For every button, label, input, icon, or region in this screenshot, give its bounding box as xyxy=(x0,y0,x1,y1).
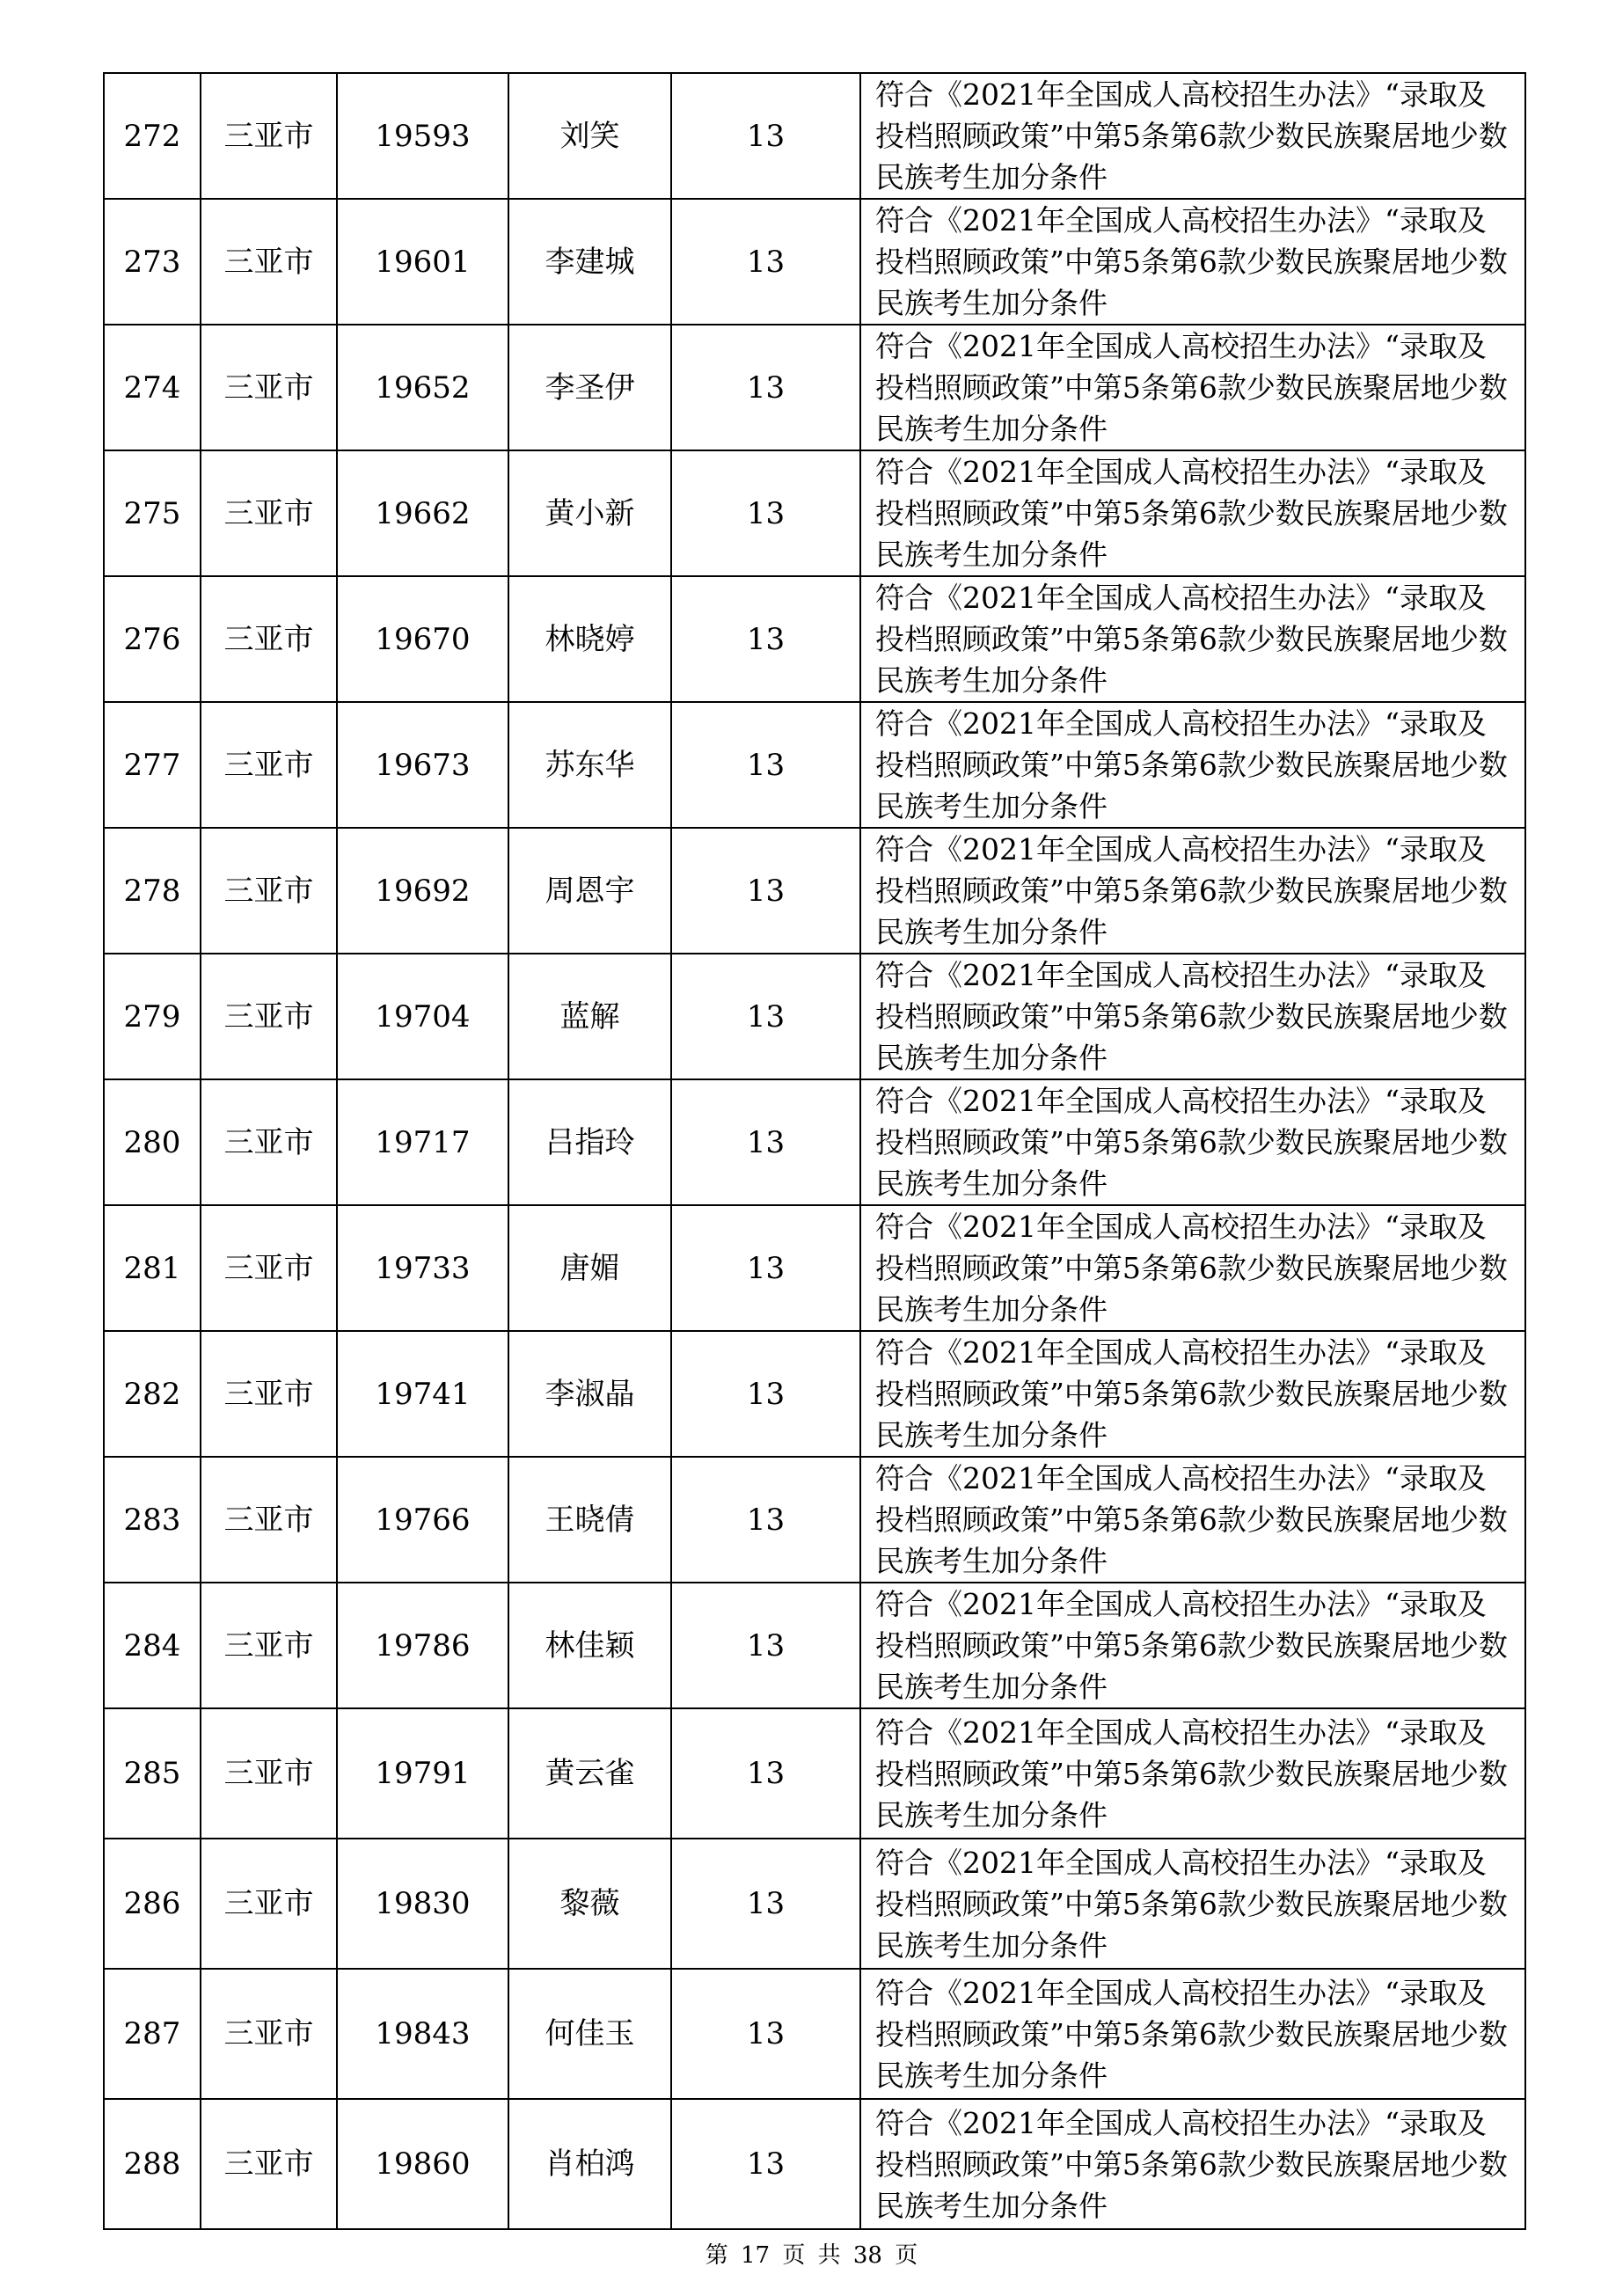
exam-id-cell: 19652 xyxy=(337,325,508,450)
name-cell: 林晓婷 xyxy=(508,576,671,702)
row-number: 287 xyxy=(104,1969,201,2099)
policy-note-cell: 符合《2021年全国成人高校招生办法》“录取及投档照顾政策”中第5条第6款少数民族聚居地少数民族考生加分条件 xyxy=(860,954,1525,1079)
bonus-points-cell: 13 xyxy=(671,1583,860,1708)
table-row xyxy=(104,73,1525,199)
bonus-points-cell: 13 xyxy=(671,73,860,199)
policy-note-cell: 符合《2021年全国成人高校招生办法》“录取及投档照顾政策”中第5条第6款少数民族聚居地少数民族考生加分条件 xyxy=(860,702,1525,828)
exam-id-cell: 19670 xyxy=(337,576,508,702)
name-cell: 李淑晶 xyxy=(508,1331,671,1457)
exam-id-cell: 19717 xyxy=(337,1079,508,1205)
bonus-points-cell: 13 xyxy=(671,325,860,450)
bonus-points-cell: 13 xyxy=(671,1708,860,1839)
row-number: 275 xyxy=(104,450,201,576)
page-footer xyxy=(0,2241,1623,2270)
city-cell: 三亚市 xyxy=(201,1205,337,1331)
row-number: 284 xyxy=(104,1583,201,1708)
row-number: 273 xyxy=(104,199,201,325)
row-number: 279 xyxy=(104,954,201,1079)
policy-note-cell: 符合《2021年全国成人高校招生办法》“录取及投档照顾政策”中第5条第6款少数民族聚居地少数民族考生加分条件 xyxy=(860,2099,1525,2229)
city-cell: 三亚市 xyxy=(201,954,337,1079)
table-row xyxy=(104,1583,1525,1708)
exam-id-cell: 19593 xyxy=(337,73,508,199)
name-cell: 蓝解 xyxy=(508,954,671,1079)
bonus-points-cell: 13 xyxy=(671,1969,860,2099)
city-cell: 三亚市 xyxy=(201,702,337,828)
row-number: 288 xyxy=(104,2099,201,2229)
table-row xyxy=(104,325,1525,450)
bonus-points-cell: 13 xyxy=(671,954,860,1079)
name-cell: 王晓倩 xyxy=(508,1457,671,1583)
table-row xyxy=(104,450,1525,576)
policy-note-cell: 符合《2021年全国成人高校招生办法》“录取及投档照顾政策”中第5条第6款少数民族聚居地少数民族考生加分条件 xyxy=(860,1205,1525,1331)
exam-id-cell: 19843 xyxy=(337,1969,508,2099)
bonus-points-cell: 13 xyxy=(671,702,860,828)
name-cell: 吕指玲 xyxy=(508,1079,671,1205)
city-cell: 三亚市 xyxy=(201,2099,337,2229)
city-cell: 三亚市 xyxy=(201,1839,337,1969)
exam-id-cell: 19830 xyxy=(337,1839,508,1969)
exam-id-cell: 19741 xyxy=(337,1331,508,1457)
bonus-points-cell: 13 xyxy=(671,2099,860,2229)
row-number: 282 xyxy=(104,1331,201,1457)
table-body xyxy=(104,73,1525,2229)
city-cell: 三亚市 xyxy=(201,828,337,954)
name-cell: 肖柏鸿 xyxy=(508,2099,671,2229)
table-row xyxy=(104,1969,1525,2099)
bonus-points-cell: 13 xyxy=(671,450,860,576)
name-cell: 李建城 xyxy=(508,199,671,325)
city-cell: 三亚市 xyxy=(201,1457,337,1583)
name-cell: 林佳颖 xyxy=(508,1583,671,1708)
name-cell: 何佳玉 xyxy=(508,1969,671,2099)
exam-id-cell: 19733 xyxy=(337,1205,508,1331)
city-cell: 三亚市 xyxy=(201,1969,337,2099)
bonus-points-cell: 13 xyxy=(671,199,860,325)
exam-id-cell: 19786 xyxy=(337,1583,508,1708)
city-cell: 三亚市 xyxy=(201,199,337,325)
name-cell: 黄小新 xyxy=(508,450,671,576)
bonus-points-cell: 13 xyxy=(671,1205,860,1331)
name-cell: 苏东华 xyxy=(508,702,671,828)
exam-id-cell: 19791 xyxy=(337,1708,508,1839)
city-cell: 三亚市 xyxy=(201,1331,337,1457)
city-cell: 三亚市 xyxy=(201,325,337,450)
exam-id-cell: 19766 xyxy=(337,1457,508,1583)
table-row xyxy=(104,1839,1525,1969)
city-cell: 三亚市 xyxy=(201,1708,337,1839)
table-row xyxy=(104,1205,1525,1331)
row-number: 286 xyxy=(104,1839,201,1969)
name-cell: 黎薇 xyxy=(508,1839,671,1969)
row-number: 277 xyxy=(104,702,201,828)
city-cell: 三亚市 xyxy=(201,73,337,199)
city-cell: 三亚市 xyxy=(201,1079,337,1205)
bonus-points-cell: 13 xyxy=(671,1079,860,1205)
bonus-points-cell: 13 xyxy=(671,1839,860,1969)
bonus-points-cell: 13 xyxy=(671,1457,860,1583)
bonus-points-cell: 13 xyxy=(671,576,860,702)
bonus-points-cell: 13 xyxy=(671,828,860,954)
policy-note-cell: 符合《2021年全国成人高校招生办法》“录取及投档照顾政策”中第5条第6款少数民族聚居地少数民族考生加分条件 xyxy=(860,1839,1525,1969)
table-row xyxy=(104,1079,1525,1205)
exam-id-cell: 19662 xyxy=(337,450,508,576)
table-row xyxy=(104,1457,1525,1583)
row-number: 281 xyxy=(104,1205,201,1331)
exam-id-cell: 19860 xyxy=(337,2099,508,2229)
policy-note-cell: 符合《2021年全国成人高校招生办法》“录取及投档照顾政策”中第5条第6款少数民族聚居地少数民族考生加分条件 xyxy=(860,828,1525,954)
table-row xyxy=(104,828,1525,954)
name-cell: 周恩宇 xyxy=(508,828,671,954)
exam-id-cell: 19601 xyxy=(337,199,508,325)
candidate-bonus-table xyxy=(103,72,1526,2230)
policy-note-cell: 符合《2021年全国成人高校招生办法》“录取及投档照顾政策”中第5条第6款少数民族聚居地少数民族考生加分条件 xyxy=(860,1708,1525,1839)
policy-note-cell: 符合《2021年全国成人高校招生办法》“录取及投档照顾政策”中第5条第6款少数民族聚居地少数民族考生加分条件 xyxy=(860,1969,1525,2099)
table-row xyxy=(104,576,1525,702)
row-number: 280 xyxy=(104,1079,201,1205)
row-number: 276 xyxy=(104,576,201,702)
exam-id-cell: 19704 xyxy=(337,954,508,1079)
table-row xyxy=(104,1708,1525,1839)
policy-note-cell: 符合《2021年全国成人高校招生办法》“录取及投档照顾政策”中第5条第6款少数民族聚居地少数民族考生加分条件 xyxy=(860,576,1525,702)
name-cell: 李圣伊 xyxy=(508,325,671,450)
row-number: 274 xyxy=(104,325,201,450)
table-row xyxy=(104,199,1525,325)
policy-note-cell: 符合《2021年全国成人高校招生办法》“录取及投档照顾政策”中第5条第6款少数民族聚居地少数民族考生加分条件 xyxy=(860,1583,1525,1708)
table-row xyxy=(104,702,1525,828)
row-number: 285 xyxy=(104,1708,201,1839)
name-cell: 刘笑 xyxy=(508,73,671,199)
policy-note-cell: 符合《2021年全国成人高校招生办法》“录取及投档照顾政策”中第5条第6款少数民族聚居地少数民族考生加分条件 xyxy=(860,450,1525,576)
bonus-points-cell: 13 xyxy=(671,1331,860,1457)
policy-note-cell: 符合《2021年全国成人高校招生办法》“录取及投档照顾政策”中第5条第6款少数民族聚居地少数民族考生加分条件 xyxy=(860,1457,1525,1583)
policy-note-cell: 符合《2021年全国成人高校招生办法》“录取及投档照顾政策”中第5条第6款少数民族聚居地少数民族考生加分条件 xyxy=(860,1331,1525,1457)
name-cell: 唐媚 xyxy=(508,1205,671,1331)
exam-id-cell: 19673 xyxy=(337,702,508,828)
city-cell: 三亚市 xyxy=(201,450,337,576)
policy-note-cell: 符合《2021年全国成人高校招生办法》“录取及投档照顾政策”中第5条第6款少数民族聚居地少数民族考生加分条件 xyxy=(860,1079,1525,1205)
table-row xyxy=(104,2099,1525,2229)
row-number: 272 xyxy=(104,73,201,199)
row-number: 283 xyxy=(104,1457,201,1583)
policy-note-cell: 符合《2021年全国成人高校招生办法》“录取及投档照顾政策”中第5条第6款少数民族聚居地少数民族考生加分条件 xyxy=(860,73,1525,199)
city-cell: 三亚市 xyxy=(201,576,337,702)
policy-note-cell: 符合《2021年全国成人高校招生办法》“录取及投档照顾政策”中第5条第6款少数民族聚居地少数民族考生加分条件 xyxy=(860,199,1525,325)
policy-note-cell: 符合《2021年全国成人高校招生办法》“录取及投档照顾政策”中第5条第6款少数民族聚居地少数民族考生加分条件 xyxy=(860,325,1525,450)
city-cell: 三亚市 xyxy=(201,1583,337,1708)
row-number: 278 xyxy=(104,828,201,954)
table-row xyxy=(104,1331,1525,1457)
exam-id-cell: 19692 xyxy=(337,828,508,954)
name-cell: 黄云雀 xyxy=(508,1708,671,1839)
page-number-label: 第 17 页 共 38 页 xyxy=(705,2242,918,2269)
table-row xyxy=(104,954,1525,1079)
